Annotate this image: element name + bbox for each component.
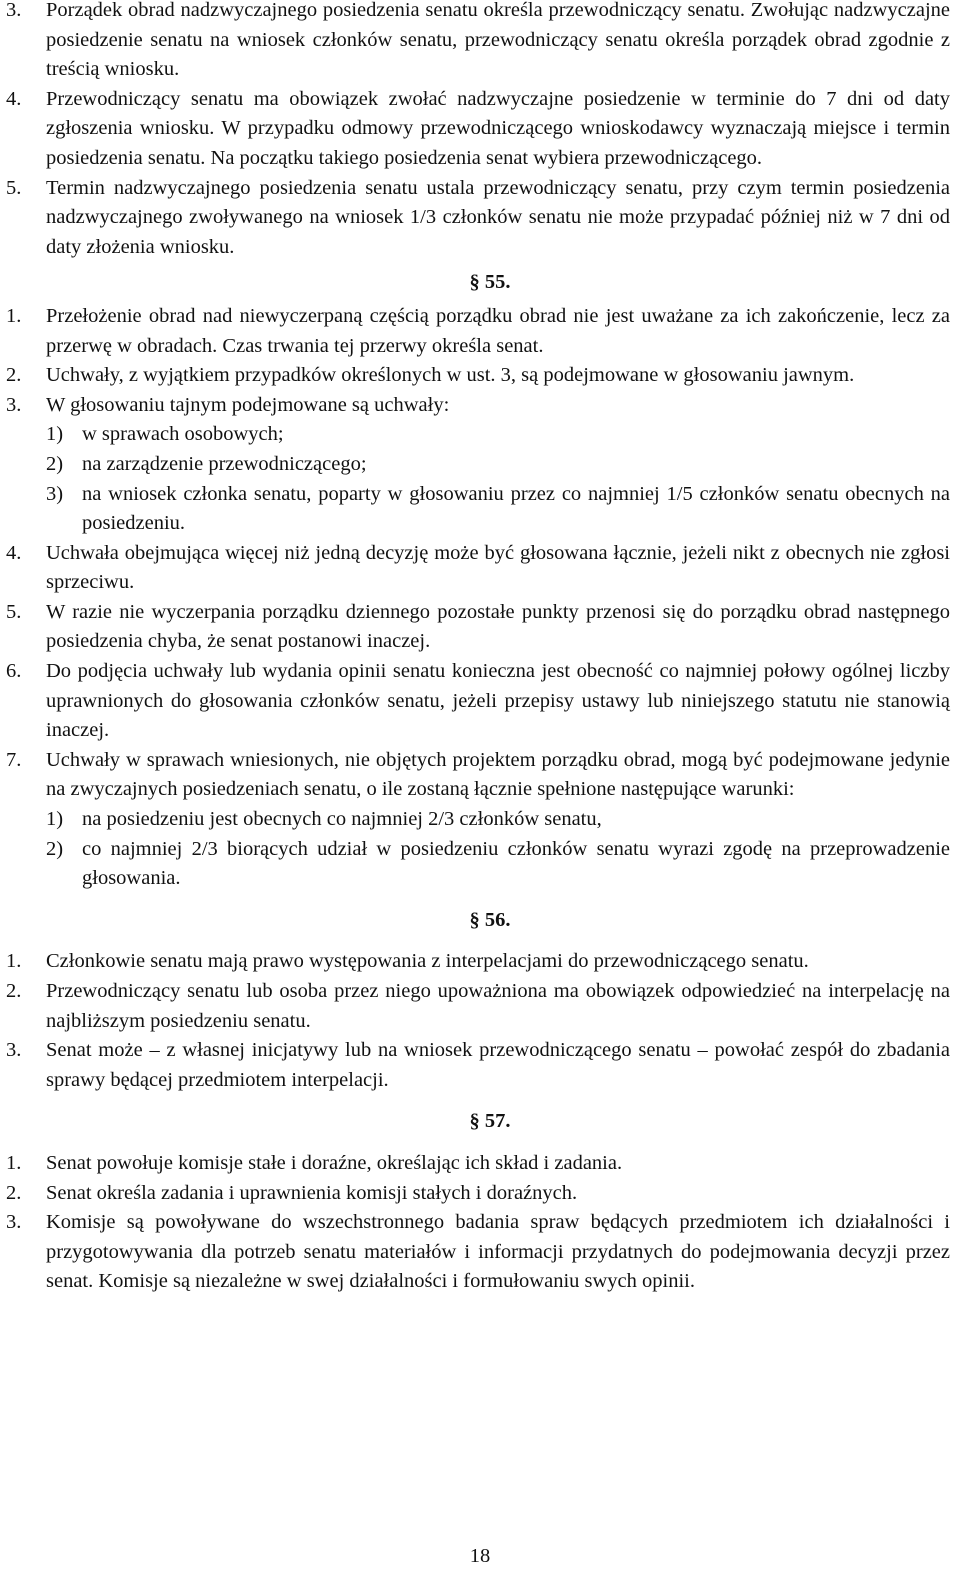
paragraph-item: [0, 361, 960, 391]
paragraph-text: Termin nadzwyczajnego posiedzenia senatu ustala przewodniczący senatu, przy czym termin posiedzenia nadzwyczajnego zwoływanego na wniosek 1/3 członków senatu nie może przypadać później niż w 7 dni od daty złożenia wniosku.: [46, 176, 950, 258]
paragraph-body: [46, 539, 950, 598]
paragraph-number: 2.: [6, 980, 22, 1002]
sub-item-text: w sprawach osobowych;: [82, 423, 284, 446]
sub-item-number: 2): [46, 837, 64, 860]
sub-item: [46, 480, 950, 539]
sub-item-text: na zarządzenie przewodniczącego;: [82, 452, 367, 475]
paragraph-item: [0, 302, 960, 361]
sub-item-text: co najmniej 2/3 biorących udział w posiedzeniu członków senatu wyrazi zgodę na przeprowadzenie głosowania.: [82, 837, 950, 890]
paragraph-text: Uchwała obejmująca więcej niż jedną decyzję może być głosowana łącznie, jeżeli nikt z obecnych nie zgłosi sprzeciwu.: [46, 541, 950, 594]
paragraph-item: [0, 391, 960, 539]
paragraph-number: 6.: [6, 660, 22, 683]
section-heading: § 57.: [469, 1110, 511, 1133]
paragraph-body: [46, 657, 950, 746]
sub-item-number: 1): [46, 808, 64, 831]
paragraph-item: [0, 539, 960, 598]
paragraph-number: 3.: [6, 393, 22, 416]
paragraph-body: [46, 947, 950, 977]
paragraph-number: 7.: [6, 748, 22, 771]
paragraph-number: 3.: [6, 1211, 22, 1234]
paragraph-item: [0, 0, 960, 85]
section-heading: § 55.: [469, 271, 511, 294]
paragraph-body: [46, 391, 950, 539]
paragraph-item: [0, 85, 960, 174]
sub-item: [46, 420, 950, 450]
paragraph-number: 3.: [6, 1039, 22, 1062]
paragraph-text: Do podjęcia uchwały lub wydania opinii senatu konieczna jest obecność co najmniej połowy ogólnej liczby uprawnionych do głosowania członków senatu, jeżeli przepisy ustawy lub niniejszego statutu nie stanowią inaczej.: [46, 660, 950, 742]
paragraph-item: [0, 174, 960, 263]
paragraph-number: 2.: [6, 364, 22, 387]
sub-item-number: 2): [46, 452, 64, 475]
paragraph-item: [0, 1036, 960, 1095]
page-number: 18: [469, 1545, 491, 1567]
paragraph-body: [46, 1179, 950, 1209]
paragraph-number: 4.: [6, 87, 22, 110]
paragraph-number: 3.: [6, 0, 22, 21]
paragraph-number: 5.: [6, 600, 22, 623]
paragraph-body: [46, 1149, 950, 1179]
sub-item-number: 1): [46, 423, 64, 446]
paragraph-body: [46, 0, 950, 85]
paragraph-number: 4.: [6, 541, 22, 564]
paragraph-text: Senat określa zadania i uprawnienia komisji stałych i doraźnych.: [46, 1181, 578, 1204]
sub-item: [46, 805, 950, 835]
sub-item-number: 3): [46, 482, 64, 505]
paragraph-text: W głosowaniu tajnym podejmowane są uchwały:: [46, 393, 450, 416]
paragraph-body: [46, 85, 950, 174]
sub-item: [46, 835, 950, 894]
paragraph-text: Przewodniczący senatu lub osoba przez niego upoważniona ma obowiązek odpowiedzieć na interpelację na najbliższym posiedzeniu senatu.: [46, 980, 950, 1032]
paragraph-text: Członkowie senatu mają prawo występowania z interpelacjami do przewodniczącego senatu.: [46, 950, 809, 973]
paragraph-text: Senat powołuje komisje stałe i doraźne, określając ich skład i zadania.: [46, 1151, 623, 1174]
paragraph-item: [0, 746, 960, 894]
paragraph-number: 1.: [6, 950, 22, 973]
paragraph-item: [0, 1208, 960, 1297]
paragraph-number: 5.: [6, 176, 22, 199]
section-heading: § 56.: [469, 908, 511, 931]
paragraph-text: Uchwały w sprawach wniesionych, nie objętych projektem porządku obrad, mogą być podejmowane jedynie na zwyczajnych posiedzeniach senatu, o ile zostaną łącznie spełnione następujące warunki:: [46, 748, 950, 801]
paragraph-number: 1.: [6, 304, 22, 327]
paragraph-item: [0, 1149, 960, 1179]
paragraph-item: [0, 657, 960, 746]
paragraph-text: Porządek obrad nadzwyczajnego posiedzenia senatu określa przewodniczący senatu. Zwołując nadzwyczajne posiedzenie senatu na wniosek członków senatu, przewodniczący senatu określa porządek obrad zgodnie z treścią wniosku.: [46, 0, 950, 81]
paragraph-text: W razie nie wyczerpania porządku dziennego pozostałe punkty przenosi się do porządku obrad następnego posiedzenia chyba, że senat postanowi inaczej.: [46, 600, 950, 653]
paragraph-body: [46, 174, 950, 263]
paragraph-item: [0, 1179, 960, 1209]
paragraph-body: [46, 302, 950, 361]
paragraph-body: [46, 1208, 950, 1297]
paragraph-body: [46, 361, 950, 391]
paragraph-item: [0, 977, 960, 1036]
sub-item-text: na posiedzeniu jest obecnych co najmniej 2/3 członków senatu,: [82, 808, 602, 831]
paragraph-number: 2.: [6, 1181, 22, 1204]
paragraph-item: [0, 598, 960, 657]
paragraph-text: Przewodniczący senatu ma obowiązek zwołać nadzwyczajne posiedzenie w terminie do 7 dni od daty zgłoszenia wniosku. W przypadku odmowy przewodniczącego wnioskodawcy wyznaczają miejsce i termin posiedzenia senatu. Na początku takiego posiedzenia senat wybiera przewodniczącego.: [46, 87, 950, 169]
paragraph-body: [46, 1036, 950, 1095]
paragraph-body: [46, 746, 950, 894]
paragraph-body: [46, 598, 950, 657]
sub-item-text: na wniosek członka senatu, poparty w głosowaniu przez co najmniej 1/5 członków senatu obecnych na posiedzeniu.: [82, 482, 950, 535]
sub-item: [46, 450, 950, 480]
paragraph-text: Senat może – z własnej inicjatywy lub na wniosek przewodniczącego senatu – powołać zespół do zbadania sprawy będącej przedmiotem interpelacji.: [46, 1039, 950, 1091]
paragraph-item: [0, 947, 960, 977]
paragraph-body: [46, 977, 950, 1036]
paragraph-number: 1.: [6, 1151, 22, 1174]
paragraph-text: Przełożenie obrad nad niewyczerpaną częścią porządku obrad nie jest uważane za ich zakończenie, lecz za przerwę w obradach. Czas trwania tej przerwy określa senat.: [46, 304, 950, 357]
paragraph-text: Uchwały, z wyjątkiem przypadków określonych w ust. 3, są podejmowane w głosowaniu jawnym.: [46, 364, 855, 387]
paragraph-text: Komisje są powoływane do wszechstronnego badania spraw będących przedmiotem ich działalności i przygotowywania dla potrzeb senatu materiałów i informacji przydatnych do podejmowania decyzji przez senat. Komisje są niezależne w swej działalności i formułowaniu swych opinii.: [46, 1211, 950, 1293]
